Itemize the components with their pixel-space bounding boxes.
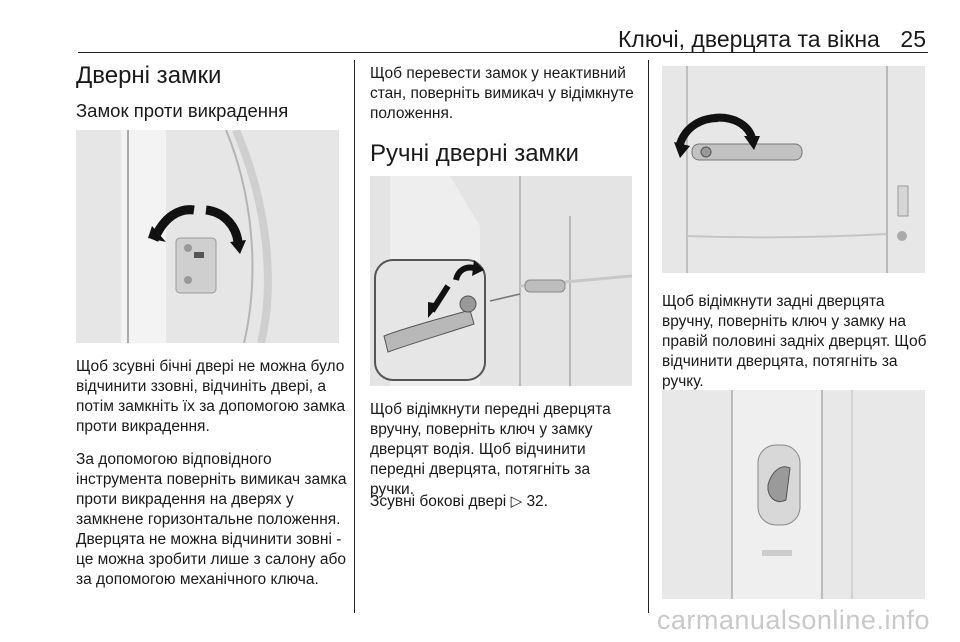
rear-door-lock-illustration bbox=[662, 66, 925, 273]
left-paragraph-1: Щоб зсувні бічні двері не можна було відчинити ззовні, відчиніть двері, а потім замкніть їх за допомогою замка проти викрадення. bbox=[76, 358, 346, 435]
rear-door-handle-illustration bbox=[662, 390, 925, 599]
page-reference-icon: ▷ bbox=[510, 493, 523, 510]
middle-paragraph-top: Щоб перевести замок у неактивний стан, поверніть вимикач у відімкнуте положення. bbox=[370, 65, 634, 122]
reference-page: 32. bbox=[526, 493, 548, 510]
running-title: Ключі, дверцята та вікна bbox=[618, 26, 880, 52]
front-door-handle-illustration bbox=[370, 176, 632, 386]
column-divider-left bbox=[354, 60, 355, 613]
watermark: carmanualsonline.info bbox=[656, 605, 930, 635]
figure-front-door-handle bbox=[370, 176, 632, 386]
left-paragraph-2: За допомогою відповідного інструмента поверніть вимикач замка проти викрадення на дверях у замкнене горизонтальне положення. Дверцята не можна відчинити зовні - це можна зробити лише з салону або за допомогою механічного ключа. bbox=[76, 451, 347, 588]
column-divider-right bbox=[648, 60, 649, 613]
page-number: 25 bbox=[900, 26, 926, 52]
figure-rear-door-lock bbox=[662, 66, 925, 273]
figure-rear-door-handle bbox=[662, 390, 925, 599]
right-paragraph-1: Щоб відімкнути задні дверцята вручну, поверніть ключ у замку на правій половині задніх дверцят. Щоб відчинити дверцята, потягніть за ручку. bbox=[662, 293, 927, 390]
reference-text: Зсувні бокові двері bbox=[370, 493, 507, 510]
section-heading-manual-locks: Ручні дверні замки bbox=[370, 140, 579, 167]
section-heading-door-locks: Дверні замки bbox=[76, 62, 222, 89]
middle-paragraph-1: Щоб відімкнути передні дверцята вручну, поверніть ключ у замку дверцят водія. Щоб відчинити передні дверцята, потягніть за ручки. bbox=[370, 401, 611, 498]
figure-anti-theft-lock bbox=[76, 130, 339, 343]
anti-theft-lock-illustration bbox=[76, 130, 339, 343]
cross-reference[interactable] bbox=[370, 492, 638, 512]
page-header bbox=[78, 0, 928, 53]
subheading-anti-theft-lock: Замок проти викрадення bbox=[76, 100, 289, 121]
